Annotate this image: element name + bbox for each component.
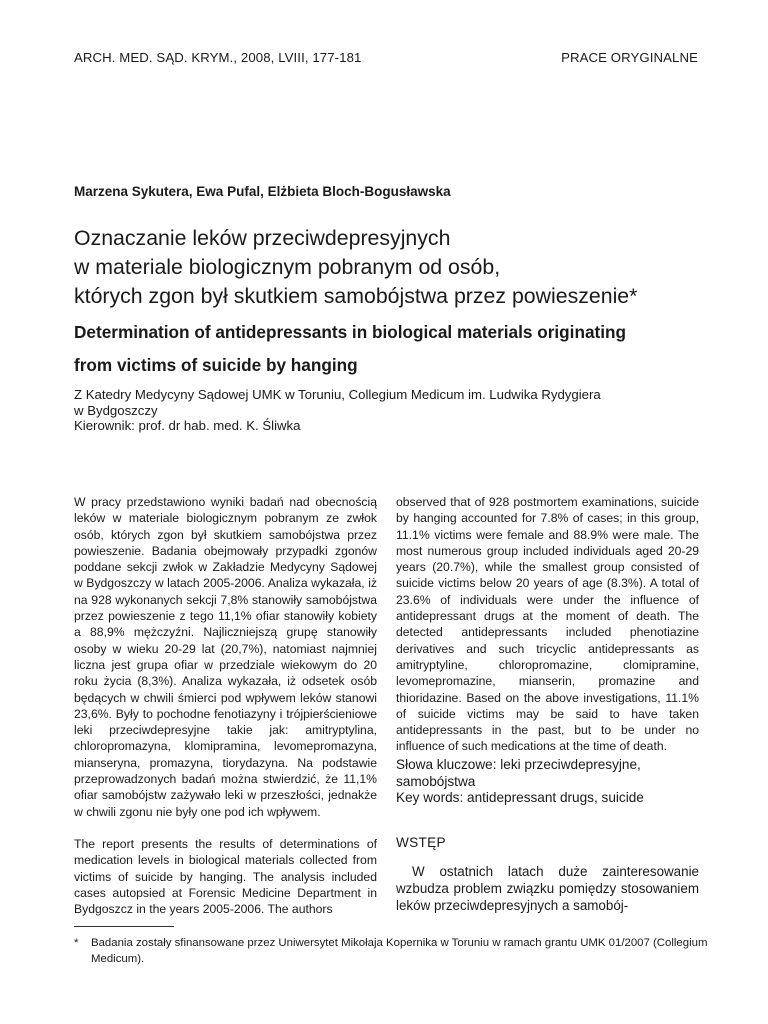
affiliation [74,387,694,434]
abstract-polish: W pracy przedstawiono wyniki badań nad obecnością leków w materiale biologicznym pobranym ze zwłok osób, których zgon był skutkiem samobójstwa przez powieszenie. Badania obejmowały przypadki zgonów poddane sekcji zwłok w Zakładzie Medycyny Sądowej w Bydgoszczy w latach 2005-2006. Analiza wykazała, iż na 928 wykonanych sekcji 7,8% stanowiły samobójstwa przez powieszenie z tego 11,1% ofiar stanowiły kobiety a 88,9% mężczyźni. Najliczniejszą grupę stanowiły osoby w wieku 20-29 lat (20,7%), natomiast najmniej liczna jest grupa ofiar w przedziale wiekowym do 20 roku życia (8,3%). Analiza wykazała, iż odsetek osób będących w chwili śmierci pod wpływem leków stanowi 23,6%. Były to pochodne fenotiazyny i trójpierścieniowe leki przeciwdepresyjne takie jak: amitryptylina, chloropromazyna, klomipramina, levomepromazyna, mianseryna, promazyna, tiorydazyna. Na podstawie przeprowadzonych badań można stwierdzić, że 11,1% ofiar samobójstw zażywało leki w przeszłości, jednakże w chwili zgonu nie były one pod ich wpływem. [74,495,377,819]
keywords-block [396,757,699,807]
title-english-line: from victims of suicide by hanging [74,355,358,375]
title-polish-line: Oznaczanie leków przeciwdepresyjnych [74,226,451,250]
affiliation-line: w Bydgoszczy [74,402,158,418]
affiliation-line: Z Katedry Medycyny Sądowej UMK w Toruniu, Collegium Medicum im. Ludwika Rydygiera [74,387,601,402]
title-english-line: Determination of antidepressants in biological materials originating [74,322,627,342]
keywords-english: Key words: antidepressant drugs, suicide [396,790,644,806]
title-polish [74,224,714,311]
footnote-marker: * [74,937,79,949]
intro-paragraph: W ostatnich latach duże zainteresowanie wzbudza problem związku pomiędzy stosowaniem leków przeciwdepresyjnych a samobój- [396,864,699,913]
title-polish-line: których zgon był skutkiem samobójstwa przez powieszenie* [74,284,638,308]
abstract-english-part-1: The report presents the results of determinations of medication levels in biological materials collected from victims of suicide by hanging. The analysis included cases autopsied at Forensic Medicine Department in Bydgoszcz in the years 2005-2006. The authors [74,837,377,917]
section-heading: WSTĘP [396,835,446,850]
authors: Marzena Sykutera, Ewa Pufal, Elżbieta Bloch-Bogusławska [74,184,451,199]
abstract-english-part-2: observed that of 928 postmortem examinations, suicide by hanging accounted for 7.8% of cases; in this group, 11.1% victims were female and 88.9% were male. The most numerous group included individuals aged 20-29 years (20.7%), while the smallest group consisted of suicide victims below 20 years of age (8.3%). A total of 23.6% of individuals were under the influence of antidepressant drugs at the moment of death. The detected antidepressants included phenotiazine derivatives and such tricyclic antidepressants as amitryptyline, chloropromazine, clomipramine, levomepromazine, mianserin, promazine and thioridazine. Based on the above investigations, 11.1% of suicide victims may be said to have taken antidepressants in the past, but to be under no influence of such medications at the time of death. [396,495,699,754]
title-polish-line: w materiale biologicznym pobranym od osób, [74,255,501,279]
footnote-divider [74,926,174,927]
journal-reference: ARCH. MED. SĄD. KRYM., 2008, LVIII, 177-181 [74,50,362,65]
section-label: PRACE ORYGINALNE [561,50,698,65]
footnote-text: Badania zostały sfinansowane przez Uniwersytet Mikołaja Kopernika w Toruniu w ramach grantu UMK 01/2007 (Collegium Medicum). [91,937,708,966]
title-english [74,316,714,382]
keywords-polish: Słowa kluczowe: leki przeciwdepresyjne, samobójstwa [396,757,641,789]
affiliation-line: Kierownik: prof. dr hab. med. K. Śliwka [74,418,301,433]
